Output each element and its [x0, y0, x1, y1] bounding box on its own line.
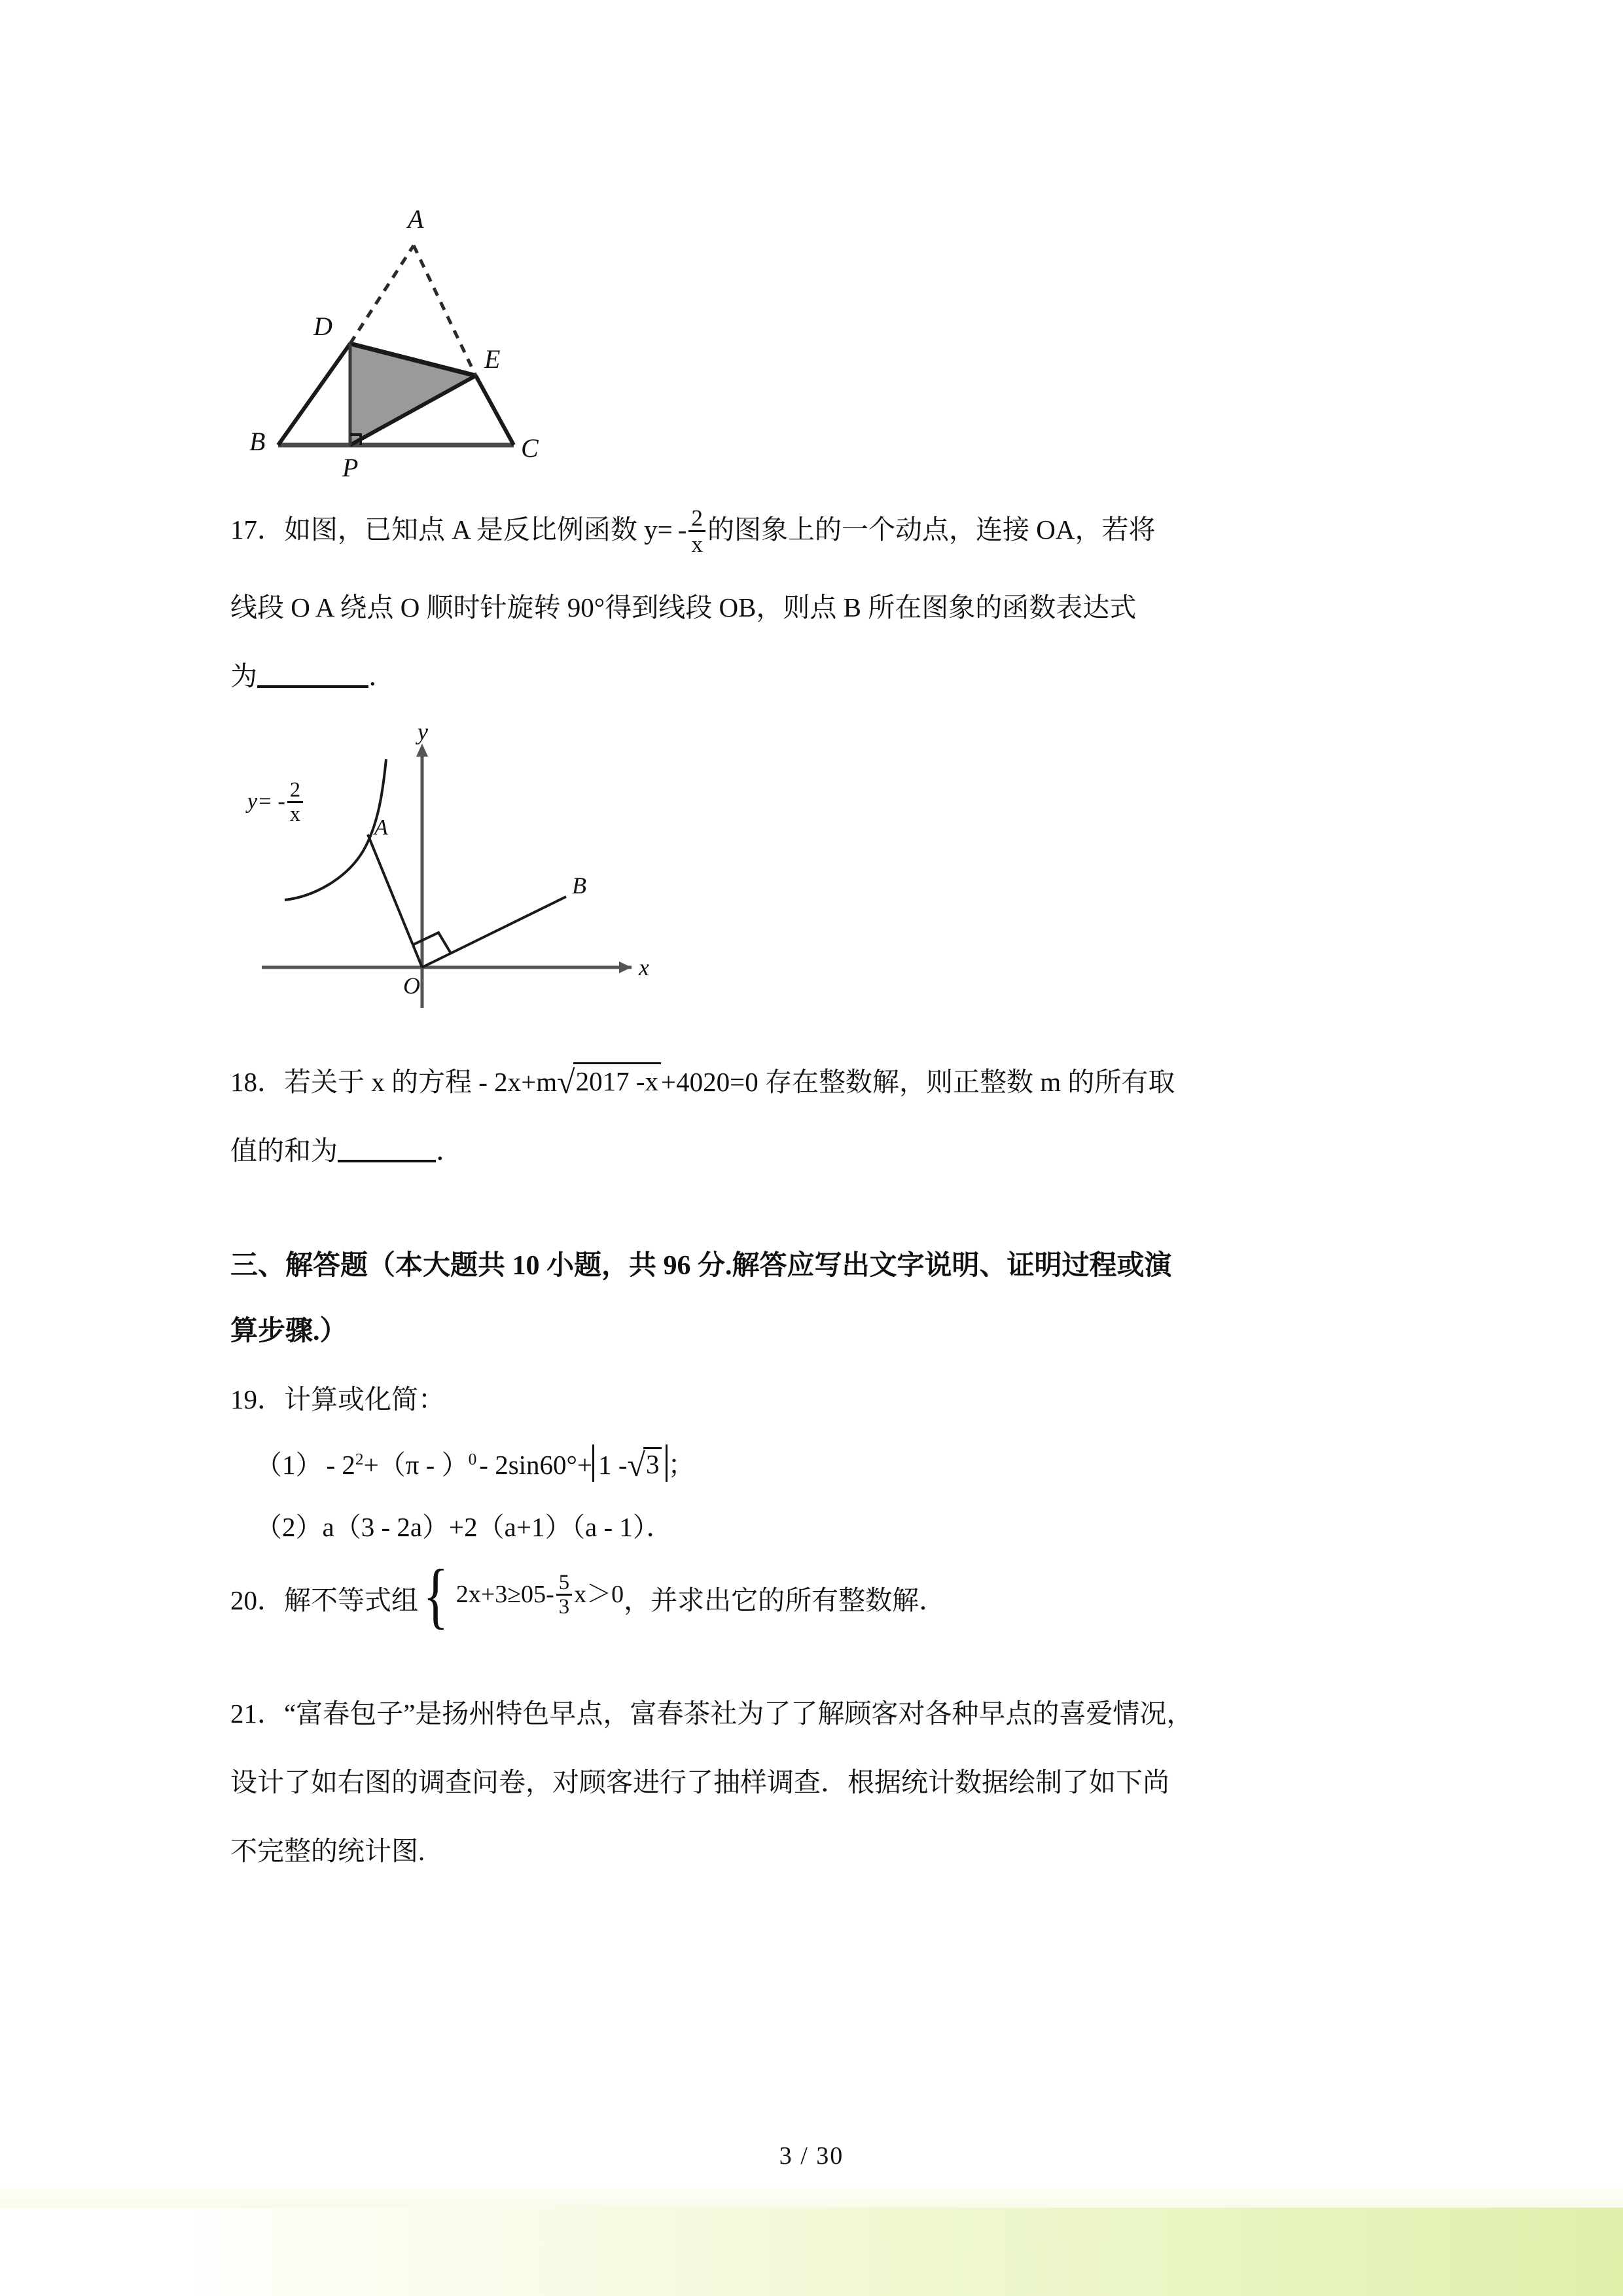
q19-title-text: ．计算或化简：	[257, 1384, 445, 1414]
q18-square-root	[557, 1061, 661, 1099]
q20-inequality-row-2	[533, 1571, 624, 1619]
q17-line2-text: 线段 O A 绕点 O 顺时针旋转 90°得到线段 OB，则点 B 所在图象的函数表达式	[230, 592, 1137, 622]
label-axis-y: y	[418, 719, 428, 745]
section-3-heading-line2	[230, 1309, 348, 1348]
q20-suffix: ，并求出它的所有整数解．	[624, 1585, 946, 1615]
q21-line1-text: ．“富春包子”是扬州特色早点，富春茶社为了了解顾客对各种早点的喜爱情况，	[257, 1698, 1194, 1729]
question-19-item-1	[255, 1443, 694, 1482]
q17-fraction	[688, 506, 705, 556]
q21-line2-text: 设计了如右图的调查问卷，对顾客进行了抽样调查．根据统计数据绘制了如下尚	[230, 1767, 1169, 1797]
label-P: P	[342, 453, 359, 482]
q20-inequality-system	[418, 1555, 624, 1636]
question-21-line1	[230, 1692, 1193, 1731]
section-3-heading-line1	[230, 1244, 1172, 1283]
radical-sign-icon: √	[557, 1064, 575, 1100]
q21-line3-text: 不完整的统计图.	[230, 1836, 425, 1866]
section3-line1-text: 三、解答题（本大题共 10 小题，共 96 分.解答应写出文字说明、证明过程或演	[230, 1251, 1172, 1281]
radical-sign-icon: √	[627, 1446, 645, 1483]
decorative-green-fade	[0, 2181, 1623, 2208]
q19-item1-b: +（π - ）	[363, 1450, 469, 1480]
q18-line1-text-a: ．若关于 x 的方程 - 2x+m	[257, 1067, 558, 1097]
q19-square-root	[627, 1446, 662, 1483]
q17-line1-text-a: ．如图，已知点 A 是反比例函数 y=	[257, 514, 673, 545]
q19-radicand: 3	[643, 1447, 662, 1479]
q19-absolute-value	[592, 1444, 668, 1482]
q17-number: 17	[230, 514, 257, 545]
q19-item2-text: （2）a（3 - 2a）+2（a+1）（a - 1）．	[255, 1512, 673, 1542]
question-18-line1	[230, 1060, 1175, 1099]
question-18-line2	[230, 1129, 463, 1168]
q20-row2-denominator: 3	[558, 1595, 570, 1619]
label-C: C	[521, 433, 539, 463]
question-21-line3	[230, 1829, 425, 1868]
question-19-title	[230, 1378, 445, 1416]
label-A: A	[408, 204, 424, 234]
q18-number: 18	[230, 1067, 257, 1097]
q17-fraction-numerator: 2	[688, 506, 705, 532]
q19-item1-end: ；	[668, 1450, 695, 1480]
q18-line1-text-b: +4020=0 存在整数解，则正整数 m 的所有取	[661, 1067, 1175, 1097]
q20-row2-numerator: 5	[556, 1571, 572, 1596]
question-20	[230, 1555, 946, 1636]
q17-line1-text-b: 的图象上的一个动点，连接 OA，若将	[707, 514, 1156, 545]
q18-radicand: 2017 -x	[573, 1062, 661, 1097]
figure-triangle-abc	[232, 183, 586, 482]
q20-row2-a: 5	[533, 1580, 546, 1608]
q21-number: 21	[230, 1698, 257, 1729]
q17-fraction-denominator: x	[691, 531, 703, 558]
graph-eq-minus: -	[277, 789, 285, 814]
question-17-line3	[230, 655, 395, 693]
q17-minus-sign: -	[677, 514, 687, 545]
q18-line2-suffix: ．	[436, 1136, 463, 1166]
q18-answer-blank[interactable]	[338, 1138, 436, 1162]
q18-line2-prefix: 值的和为	[230, 1136, 338, 1166]
q19-item1-c: - 2sin60°+	[479, 1450, 593, 1480]
question-19-item-2	[255, 1505, 673, 1544]
q20-row2-fraction	[556, 1571, 572, 1619]
decorative-green-band	[0, 2208, 1623, 2296]
graph-eq-fraction	[287, 779, 303, 825]
question-21-line2	[230, 1761, 1169, 1799]
q19-item1-label: （1）	[255, 1450, 323, 1480]
q20-row2-minus: -	[546, 1580, 554, 1608]
label-point-A: A	[374, 816, 388, 840]
q20-prefix: ．解不等式组	[257, 1585, 418, 1615]
page-number-label: 3 / 30	[779, 2142, 844, 2170]
q17-answer-blank[interactable]	[257, 663, 368, 688]
question-17-line2	[230, 586, 1136, 624]
q19-item1-exponent-2: 0	[468, 1450, 477, 1469]
q17-line3-suffix: ．	[368, 661, 395, 691]
label-axis-x: x	[639, 954, 649, 980]
label-D: D	[313, 312, 332, 341]
graph-equation-label	[247, 780, 305, 827]
figure-inverse-proportion-graph	[223, 700, 681, 1028]
label-origin: O	[403, 973, 420, 999]
label-point-B: B	[572, 872, 586, 899]
q19-item1-exponent: 2	[355, 1450, 364, 1469]
label-B: B	[249, 427, 266, 456]
q20-number: 20	[230, 1585, 257, 1615]
label-E: E	[484, 344, 501, 374]
q19-abs-inner-a: 1 -	[598, 1450, 628, 1480]
q19-number: 19	[230, 1384, 257, 1414]
q20-inequality-row-1: 2x+3≥0	[455, 1580, 534, 1608]
left-brace-icon: {	[423, 1555, 449, 1636]
q20-row2-b: x＞0	[574, 1580, 624, 1608]
q19-item1-a: - 2	[326, 1450, 355, 1480]
graph-eq-numerator: 2	[287, 779, 303, 803]
section3-line2-text: 算步骤.）	[230, 1316, 348, 1346]
graph-eq-y: y=	[247, 789, 273, 814]
graph-eq-denominator: x	[289, 801, 301, 825]
page-number-footer	[0, 2142, 1623, 2170]
question-17-line1	[230, 507, 1155, 558]
q17-line3-prefix: 为	[230, 661, 257, 691]
